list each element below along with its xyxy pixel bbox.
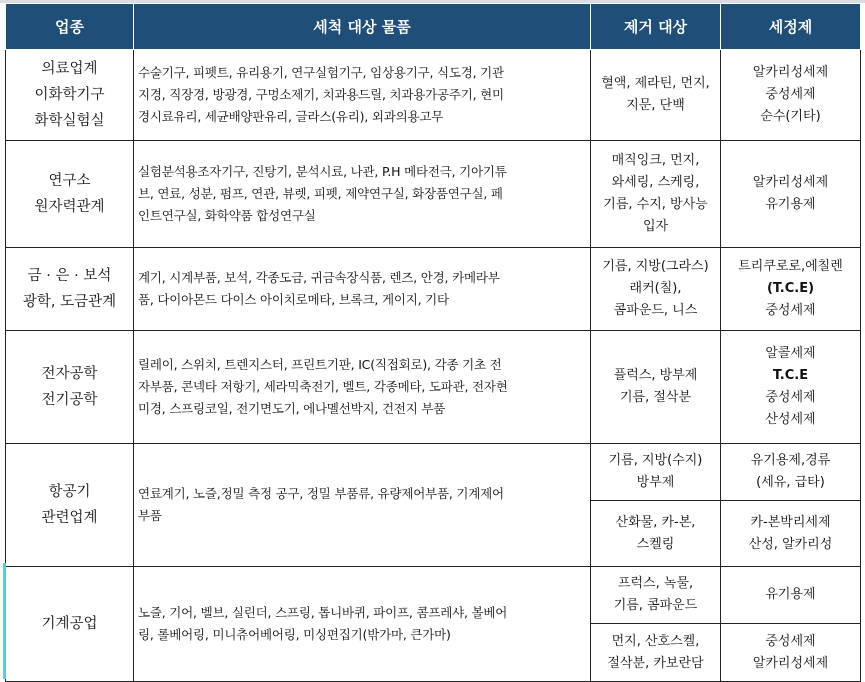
cleaning-table: [5, 3, 861, 682]
agent-line: 알카리성세제: [752, 175, 829, 190]
target-cell: [591, 331, 721, 444]
table-row: [6, 141, 861, 248]
items-line: 릴레이, 스위치, 트렌지스터, 프린트기판, IC(직접회로), 각종 기초 전: [138, 357, 502, 372]
target-line: 매직잉크, 먼지,: [611, 153, 700, 168]
industry-line: 원자력관계: [34, 199, 105, 215]
target-line: 기름, 지방(수지): [608, 453, 703, 468]
target-line: 프럭스, 녹물,: [617, 576, 694, 591]
industry-line: 연구소: [48, 173, 91, 189]
agent-line: 유기용제: [765, 587, 816, 602]
header-items: 세척 대상 물품: [134, 4, 591, 50]
target-cell: [591, 248, 721, 331]
items-line: 인트연구실, 화학약품 합성연구실: [138, 208, 316, 223]
items-line: 미경, 스프링코일, 전기면도기, 에나멜선박지, 건전지 부품: [138, 401, 446, 416]
target-line: 와세링, 스케링,: [611, 175, 700, 190]
target-line: 먼지, 산호스켈,: [611, 633, 700, 649]
items-cell: [134, 141, 591, 248]
target-line: 기름, 절삭분: [619, 390, 692, 405]
target-line: 혈액, 제라틴, 먼지,: [601, 76, 710, 91]
agent-line: (세유, 급타): [756, 475, 825, 490]
agent-line: 중성세제: [765, 633, 816, 649]
target-line: 입자: [642, 219, 669, 234]
items-line: 부품: [138, 508, 162, 523]
agent-cell: [721, 248, 861, 331]
agent-line: 유기용제: [765, 197, 816, 212]
agent-cell: [721, 141, 861, 248]
items-line: 계기, 시계부품, 보석, 각종도금, 귀금속장식품, 렌즈, 안경, 카메라부: [138, 270, 500, 285]
agent-line: T.C.E: [772, 368, 809, 383]
target-cell: [591, 501, 721, 567]
target-line: 스켈링: [636, 536, 675, 552]
table-row: [6, 444, 861, 501]
items-cell: [134, 248, 591, 331]
items-line: 지경, 직장경, 방광경, 구멍소제기, 치과용드릴, 치과용가공주기, 현미: [138, 87, 504, 102]
agent-line: 유기용제,경류: [750, 453, 831, 468]
target-line: 방부제: [636, 475, 675, 490]
left-accent-bar: [3, 563, 6, 679]
agent-cell: [721, 331, 861, 444]
items-line: 자부품, 콘넥타 저항기, 세라믹축전기, 벨트, 각종메타, 도파관, 전자현: [138, 379, 508, 394]
agent-cell: [721, 567, 861, 624]
agent-line: 카-본박리세제: [750, 514, 831, 530]
industry-cell: [6, 141, 134, 248]
industry-cell: [6, 567, 134, 682]
agent-line: 중성세제: [765, 87, 816, 102]
target-line: 콤파운드, 니스: [613, 303, 698, 318]
items-line: 수술기구, 피펫트, 유리용기, 연구실험기구, 임상용기구, 식도경, 기관: [138, 65, 504, 80]
agent-line: 산성, 알카리성: [748, 536, 833, 552]
items-cell: [134, 567, 591, 682]
industry-cell: [6, 331, 134, 444]
table-row: [6, 567, 861, 624]
agent-line: 순수(기타): [760, 109, 821, 124]
target-cell: [591, 141, 721, 248]
target-line: 산화물, 카-본,: [615, 514, 696, 530]
items-cell: [134, 50, 591, 141]
agent-line: (T.C.E): [766, 281, 815, 296]
agent-cell: [721, 501, 861, 567]
industry-line: 의료업계: [41, 61, 98, 77]
target-cell: [591, 567, 721, 624]
header-industry: 업종: [6, 4, 134, 50]
industry-line: 화학실험실: [34, 113, 105, 129]
industry-line: 금 · 은 · 보석: [27, 268, 112, 284]
agent-cell: [721, 624, 861, 682]
table-row: [6, 331, 861, 444]
agent-cell: [721, 444, 861, 501]
target-line: 기름, 콤파운드: [613, 598, 698, 613]
target-cell: [591, 624, 721, 682]
agent-line: 알카리성세제: [752, 65, 829, 80]
items-cell: [134, 331, 591, 444]
header-agent: 세정제: [721, 4, 861, 50]
agent-line: 알카리성세제: [752, 655, 829, 671]
agent-line: 알콜세제: [765, 346, 816, 361]
items-line: 경시료유리, 세균배양판유리, 글라스(유리), 외과의용고무: [138, 109, 444, 124]
agent-line: 중성세제: [765, 390, 816, 405]
target-line: 래커(칠),: [629, 281, 682, 296]
industry-line: 항공기: [48, 484, 91, 500]
industry-cell: [6, 50, 134, 141]
target-line: 지문, 단백: [626, 98, 685, 113]
target-cell: [591, 444, 721, 501]
items-cell: [134, 444, 591, 567]
industry-line: 전기공학: [41, 392, 98, 408]
agent-cell: [721, 50, 861, 141]
header-target: 제거 대상: [591, 4, 721, 50]
industry-cell: [6, 248, 134, 331]
target-line: 기름, 수지, 방사능: [603, 197, 708, 212]
agent-line: 중성세제: [765, 303, 816, 318]
items-line: 연료계기, 노즐,정밀 측정 공구, 정밀 부품류, 유량제어부품, 기계제어: [138, 486, 504, 501]
target-cell: [591, 50, 721, 141]
table-row: [6, 248, 861, 331]
items-line: 실험분석용조자기구, 진탕기, 분석시료, 나관, P.H 메타전극, 기아기튜: [138, 164, 507, 179]
industry-line: 관련업계: [41, 510, 98, 526]
industry-line: 이화학기구: [34, 87, 105, 103]
items-line: 품, 다이아몬드 다이스 아이치로메타, 브록크, 게이지, 기타: [138, 292, 449, 307]
items-line: 링, 롤베어링, 미니츄어베어링, 미싱편집기(밖가마, 큰가마): [138, 627, 451, 642]
agent-line: 산성세제: [765, 412, 816, 427]
items-line: 브, 연료, 성분, 펌프, 연관, 뷰렛, 피펫, 제약연구실, 화장품연구실, 페: [138, 186, 503, 201]
table-row: [6, 50, 861, 141]
header-row: [6, 4, 861, 50]
industry-line: 광학, 도금관계: [22, 294, 117, 310]
industry-line: 전자공학: [41, 366, 98, 382]
target-line: 절삭분, 카보란담: [607, 655, 704, 671]
target-line: 기름, 지방(그라스): [602, 259, 709, 274]
agent-line: 트리쿠로로,에칠렌: [738, 259, 843, 274]
target-line: 플럭스, 방부제: [613, 368, 698, 383]
items-line: 노즐, 기어, 벨브, 실린더, 스프링, 톱니바퀴, 파이프, 콤프레샤, 볼베어: [138, 605, 508, 620]
industry-cell: [6, 444, 134, 567]
industry-line: 기계공업: [41, 616, 98, 632]
